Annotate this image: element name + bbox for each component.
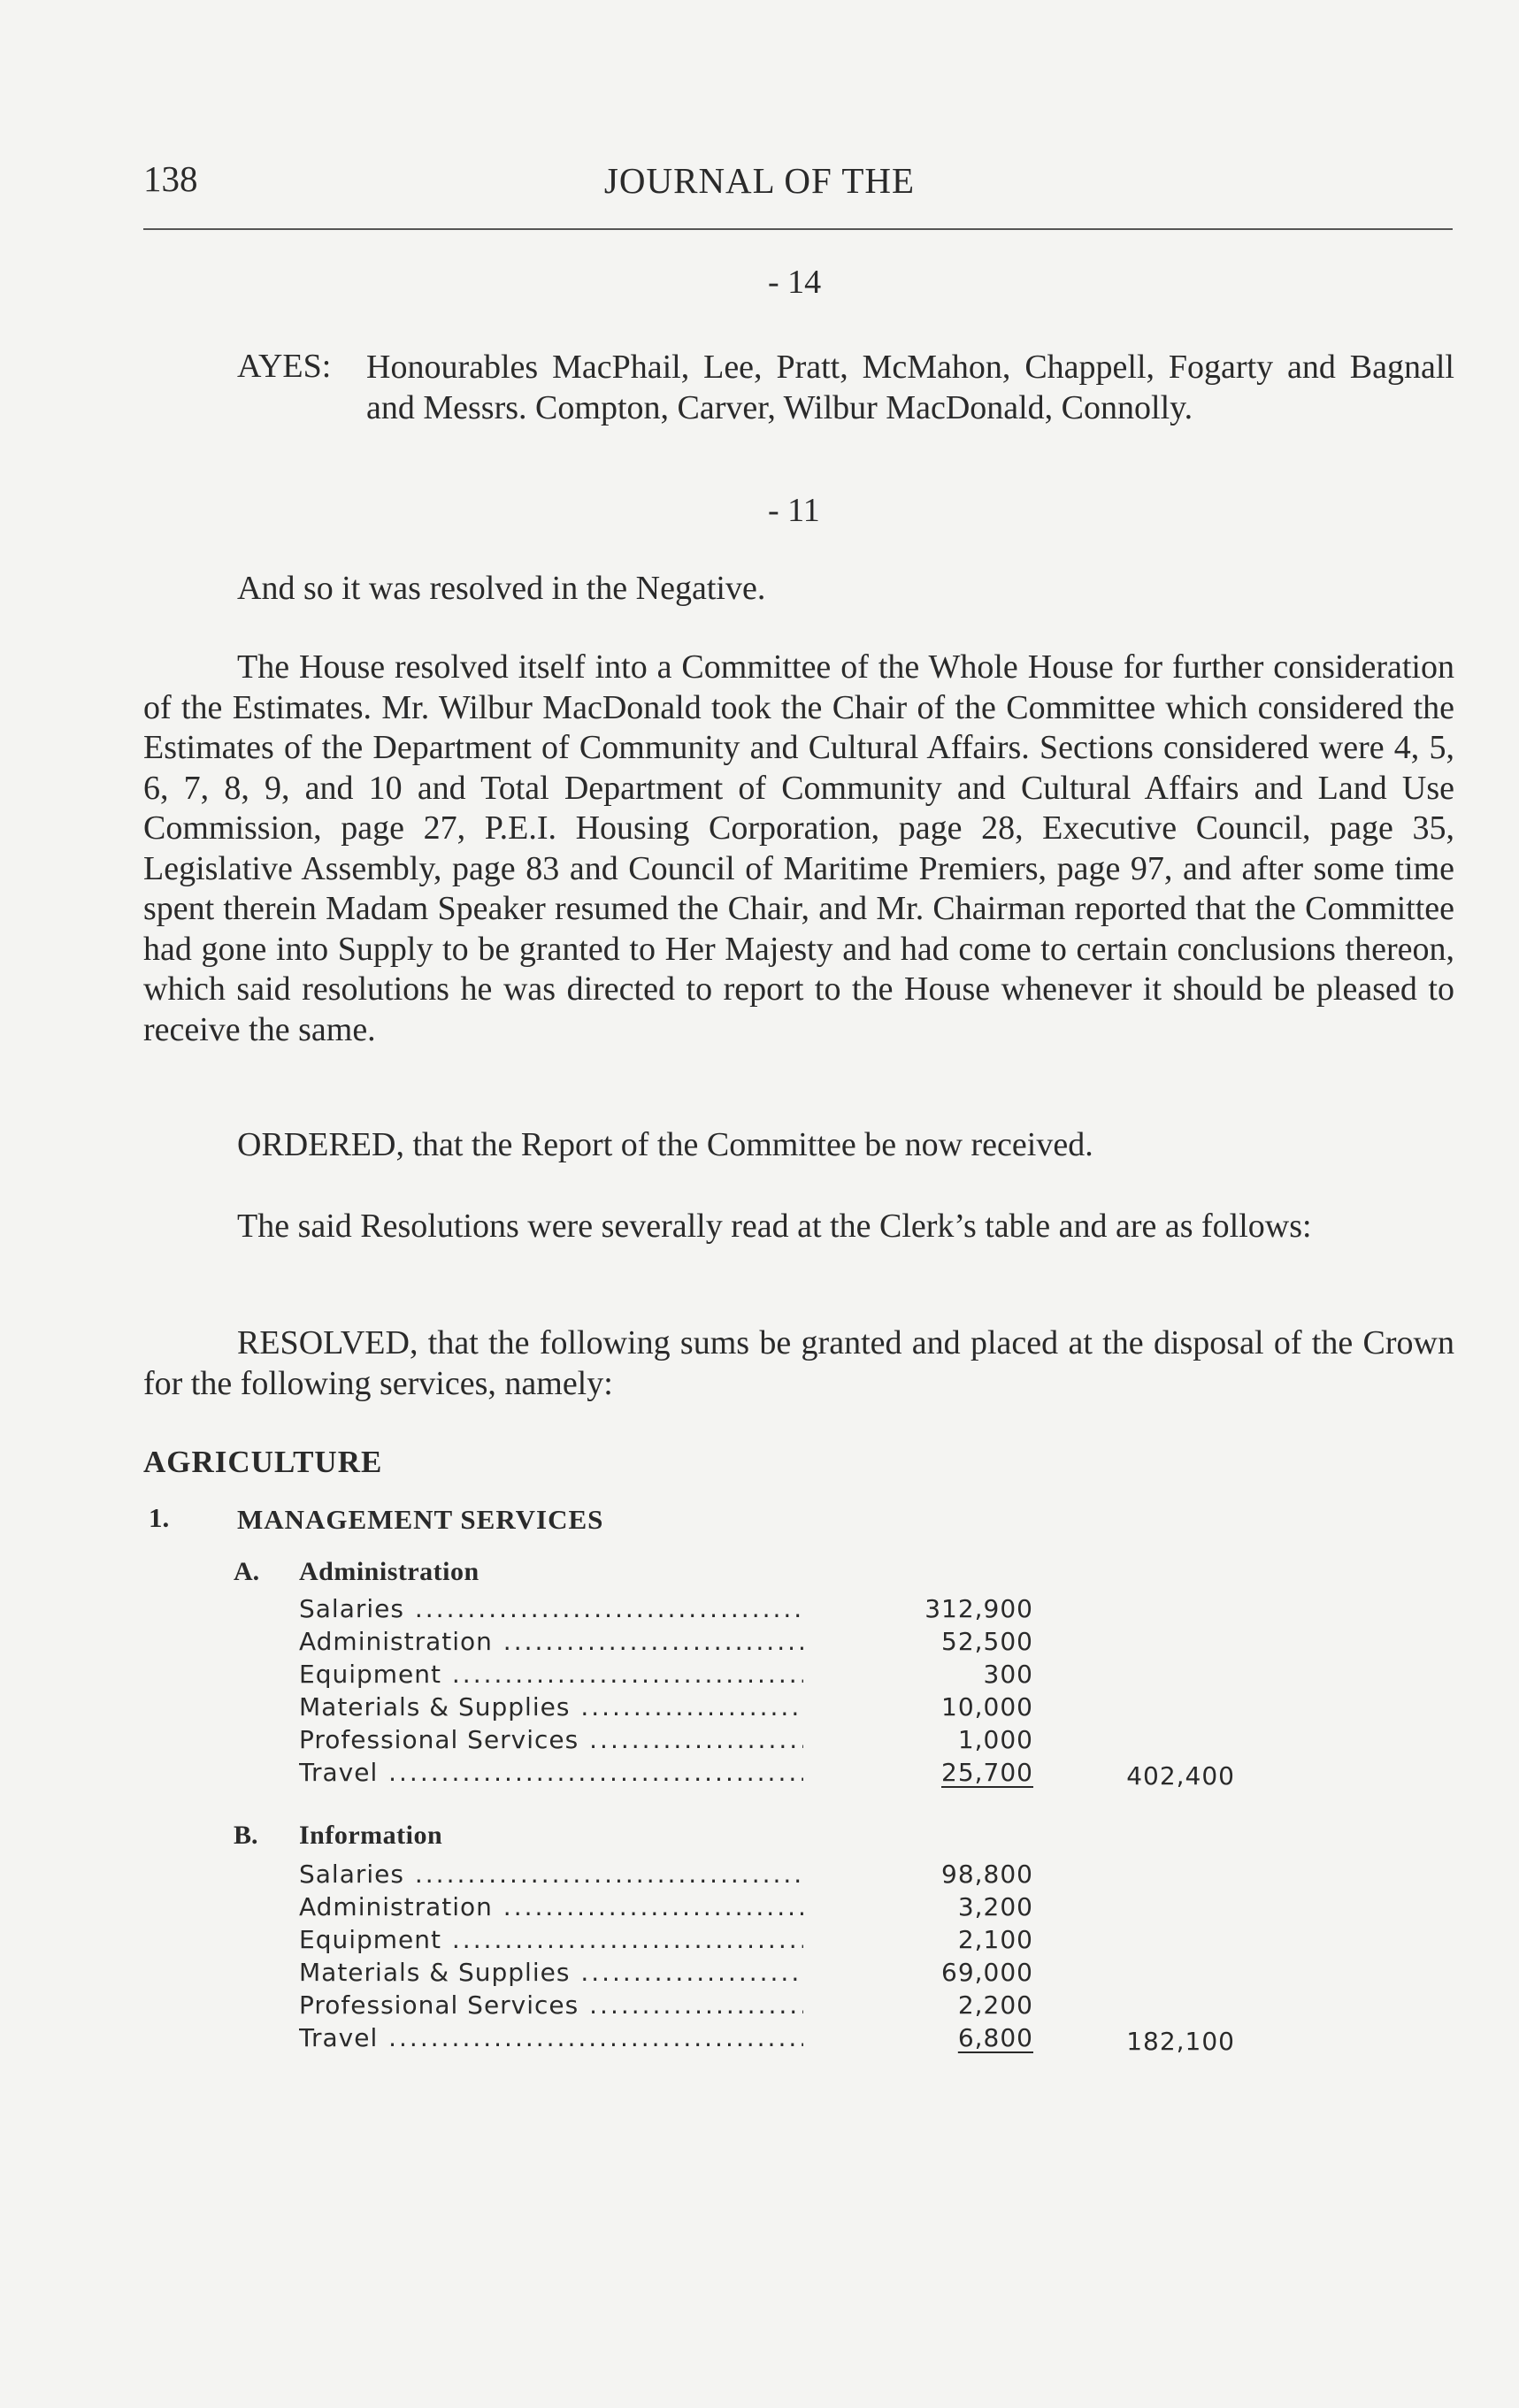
line-label: Administration ..... [299,1627,803,1656]
estimate-line [299,1990,1033,2023]
item-title: MANAGEMENT SERVICES [237,1504,604,1535]
subsection-title: Administration [299,1557,479,1586]
subsection-title: Information [299,1821,443,1850]
line-label: Administration ..... [299,1892,803,1921]
ordered-paragraph: ORDERED, that the Report of the Committee be now received. [237,1126,1093,1163]
page-number: 138 [143,158,198,199]
line-label: Salaries ..... [299,1860,803,1889]
subsection-total: 402,400 [1126,1761,1235,1791]
line-amount: 98,800 [941,1860,1033,1889]
line-amount: 2,200 [957,1990,1033,2020]
line-label: Professional Services ..... [299,1725,803,1754]
line-label: Salaries ..... [299,1594,803,1623]
estimate-line [299,1692,1033,1725]
line-amount: 312,900 [924,1594,1033,1623]
line-label: Professional Services ..... [299,1990,803,2020]
estimate-line-list [299,1594,1033,1791]
subsection-letter: A. [234,1557,260,1586]
line-label: Travel ..... [299,2023,803,2052]
line-amount: 52,500 [941,1627,1033,1656]
line-label: Travel ..... [299,1758,803,1787]
line-label: Equipment ..... [299,1925,803,1954]
header-rule [143,228,1453,230]
ayes-count: - 11 [768,492,820,529]
line-label: Equipment ..... [299,1660,803,1689]
estimate-line [299,1758,1033,1791]
estimate-line [299,2023,1033,2056]
line-label: Materials & Supplies ..... [299,1958,803,1987]
line-label: Materials & Supplies ..... [299,1692,803,1722]
subsection-total: 182,100 [1126,2027,1235,2056]
resolutions-read-paragraph: The said Resolutions were severally read at the Clerk’s table and are as follows: [237,1208,1312,1245]
estimate-line [299,1627,1033,1660]
line-amount: 2,100 [957,1925,1033,1954]
nays-count: - 14 [768,264,822,301]
estimate-line-list [299,1860,1033,2056]
item-number: 1. [149,1502,170,1533]
department-heading: AGRICULTURE [143,1445,383,1479]
negative-resolution-paragraph: And so it was resolved in the Negative. [237,570,766,607]
estimate-line [299,1892,1033,1925]
estimate-line [299,1725,1033,1758]
line-amount: 69,000 [941,1958,1033,1987]
estimate-line [299,1860,1033,1892]
line-amount: 1,000 [957,1725,1033,1754]
ayes-names: Honourables MacPhail, Lee, Pratt, McMahon, Chappell, Fogarty and Bagnall and Messrs. Compton, Carver, Wilbur MacDonald, Connolly. [366,349,1454,426]
line-amount: 10,000 [941,1692,1033,1722]
estimate-line [299,1958,1033,1990]
subsection-letter: B. [234,1821,258,1850]
estimate-line [299,1660,1033,1692]
estimate-line [299,1594,1033,1627]
line-amount: 25,700 [941,1758,1033,1787]
line-amount: 3,200 [957,1892,1033,1921]
line-amount: 300 [983,1660,1033,1689]
ayes-label: AYES: [237,348,332,385]
resolved-paragraph: RESOLVED, that the following sums be granted and placed at the disposal of the Crown for the following services, namely: [143,1324,1454,1402]
running-head: JOURNAL OF THE [603,160,916,201]
line-amount: 6,800 [957,2023,1033,2052]
estimate-line [299,1925,1033,1958]
committee-paragraph: The House resolved itself into a Committee of the Whole House for further consideration of the Estimates. Mr. Wilbur MacDonald took the Chair of the Committee which considered the Estimates of the Department of Community and Cultural Affairs. Sections considered were 4, 5, 6, 7, 8, 9, and 10 and Total Department of Community and Cultural Affairs and Land Use Commission, page 27, P.E.I. Housing Corporation, page 28, Executive Council, page 35, Legislative Assembly, page 83 and Council of Maritime Premiers, page 97, and after some time spent therein Madam Speaker resumed the Chair, and Mr. Chairman reported that the Committee had gone into Supply to be granted to Her Majesty and had come to certain conclusions thereon, which said resolutions he was directed to report to the House whenever it should be pleased to receive the same. [143,648,1454,1048]
